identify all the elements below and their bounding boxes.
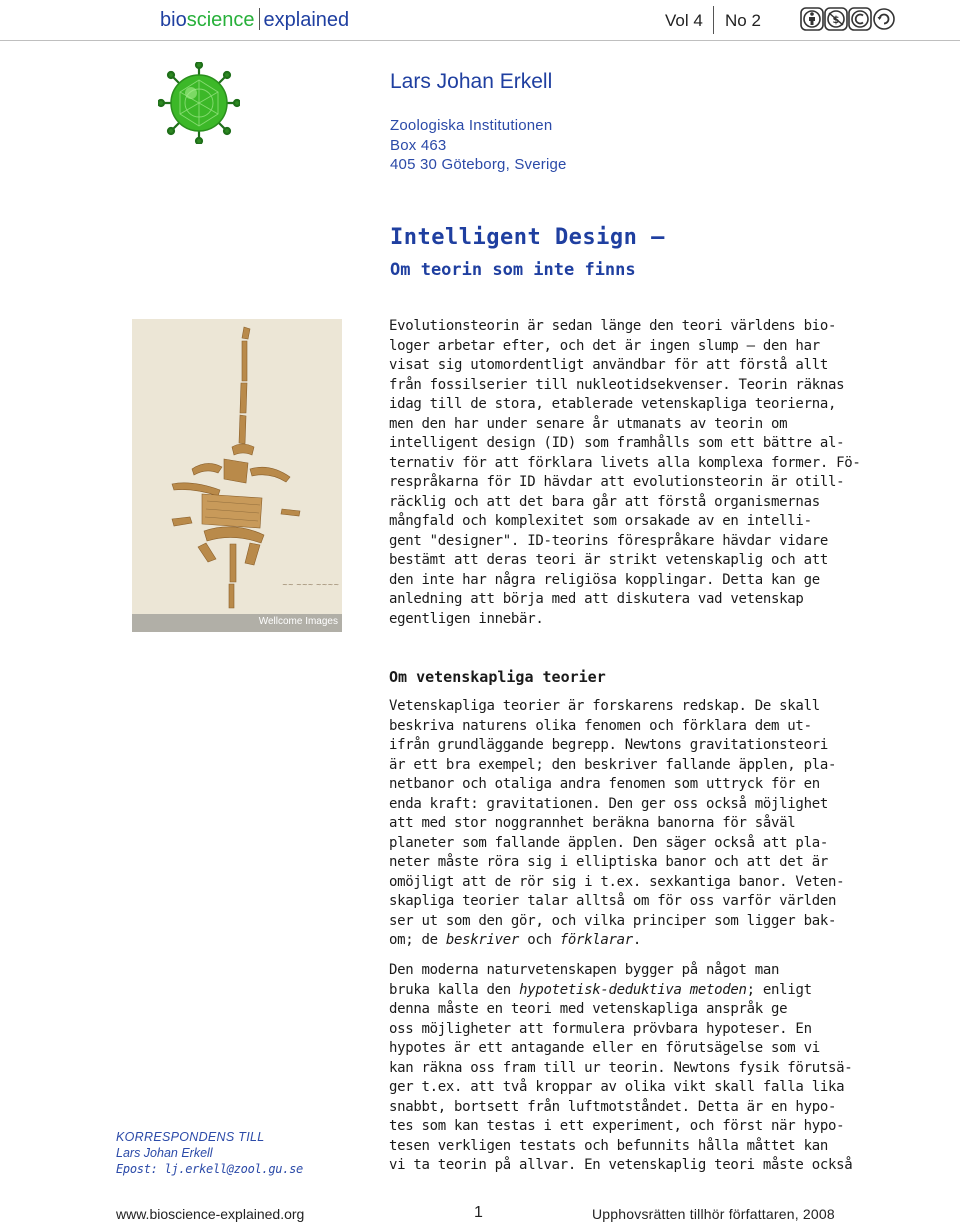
attribution-icon xyxy=(825,8,847,30)
correspondence-email: Epost: lj.erkell@zool.gu.se xyxy=(116,1162,303,1176)
image-credit: Wellcome Images xyxy=(258,616,338,627)
brand-explained: explained xyxy=(263,9,350,31)
article-title: Intelligent Design – xyxy=(390,225,665,250)
author-address-line: 405 30 Göteborg, Sverige xyxy=(390,156,567,173)
correspondence-name: Lars Johan Erkell xyxy=(116,1146,213,1160)
paragraph-text: Den moderna naturvetenskapen bygger på något man bruka kalla den xyxy=(389,962,780,998)
paragraph-text: ; enligt denna måste en teori med vetenskapliga anspråk ge oss möjligheter att formulera prövbara hypoteser. En hypotes är ett antagande eller en förutsägelse som vi kan räkna oss fram till ur teorin. Newtons fysik förutsä- ger t.ex. att två kroppar av olika vikt skall falla lika snabbt, bortsett från luftmotståndet. Detta är en hypo- tes som kan testas i ett experiment, och först när hypo- tesen verkligen testats och befunnits hålla måttet kan vi ta teorin på allvar. En vetenskaplig teori måste också xyxy=(389,981,853,1173)
volume-label: Vol 4 xyxy=(665,11,703,30)
paragraph-text: . xyxy=(632,932,642,948)
issue-number-label: No 2 xyxy=(725,11,761,30)
noncommercial-icon xyxy=(849,8,871,30)
author-address-line: Box 463 xyxy=(390,137,447,154)
license-icons xyxy=(800,5,896,33)
footer-copyright: Upphovsrätten tillhör författaren, 2008 xyxy=(592,1206,835,1222)
emphasis-text: hypotetisk-deduktiva metoden xyxy=(519,981,747,998)
intro-paragraph: Evolutionsteorin är sedan länge den teori världens bio- loger arbetar efter, och det är ingen slump – den har visat sig utomordentligt användbar för att förstå allt från fossilserier till nukleotidsekvenser. Teorin räknas idag till de stora, etablerade vetenskapliga teorierna, men den har under senare år utmanats av teorin om intelligent design (ID) som framhålls som ett bättre al- ternativ för att förklara livets alla komplexa former. Fö- respråkarna för ID hävdar att evolutionsteorin är otill- räcklig och att det bara går att förstå organismernas mångfald och komplexitet som orsakade av en intelli- gent "designer". ID-teorins förespråkare hävdar vidare bestämt att deras teori är strikt vetenskaplig och att den inte har några religiösa kopplingar. Detta kan ge anledning att börja med att diskutera vad vetenskap egentligen innebär. xyxy=(389,318,861,627)
image-credit-bar xyxy=(132,614,342,632)
brand-bio: bio xyxy=(160,9,187,31)
author-address-line: Zoologiska Institutionen xyxy=(390,117,553,134)
body-paragraph xyxy=(389,961,852,1176)
svg-text:$: $ xyxy=(832,15,840,26)
virus-logo-icon xyxy=(158,62,240,144)
cc-icon xyxy=(801,8,823,30)
article-subtitle: Om teorin som inte finns xyxy=(390,260,636,280)
brand-wordmark xyxy=(160,8,349,32)
volume-separator xyxy=(713,6,714,34)
body-paragraph xyxy=(389,697,844,951)
svg-text:~~ ~~~ ~~~~: ~~ ~~~ ~~~~ xyxy=(282,581,340,589)
author-name: Lars Johan Erkell xyxy=(390,70,553,93)
paragraph-text: Vetenskapliga teorier är forskarens redskap. De skall beskriva naturens olika fenomen och förklara dem ut- ifrån grundläggande begrepp. Newtons gravitationsteori är ett bra exempel; den beskriver fallande äpplen, pla- netbanor och otaliga andra fenomen som uttryck för en enda kraft: gravitationen. Den ger oss också möjlighet att med stor noggrannhet beräkna banorna för såväl planeter som fallande äpplen. Den säger också att pla- neter måste röra sig i elliptiska banor och att det är omöjligt att de rör sig i t.ex. sexkantiga banor. Veten- skapliga teorier talar alltså om för oss varför världen ser ut som den gör, och vilka principer som ligger bak- om; de xyxy=(389,698,845,948)
paragraph-text: och xyxy=(519,932,560,948)
emphasis-text: förklarar xyxy=(559,932,633,948)
section-heading: Om vetenskapliga teorier xyxy=(389,668,606,686)
brand-science: science xyxy=(186,9,255,31)
emphasis-text: beskriver xyxy=(445,932,520,948)
fossil-illustration xyxy=(132,319,342,632)
page-number: 1 xyxy=(474,1204,483,1221)
footer-website: www.bioscience-explained.org xyxy=(116,1206,305,1222)
correspondence-label: KORRESPONDENS TILL xyxy=(116,1130,265,1144)
header-rule xyxy=(0,40,960,41)
sharealike-icon xyxy=(874,9,894,29)
brand-separator xyxy=(259,8,260,30)
